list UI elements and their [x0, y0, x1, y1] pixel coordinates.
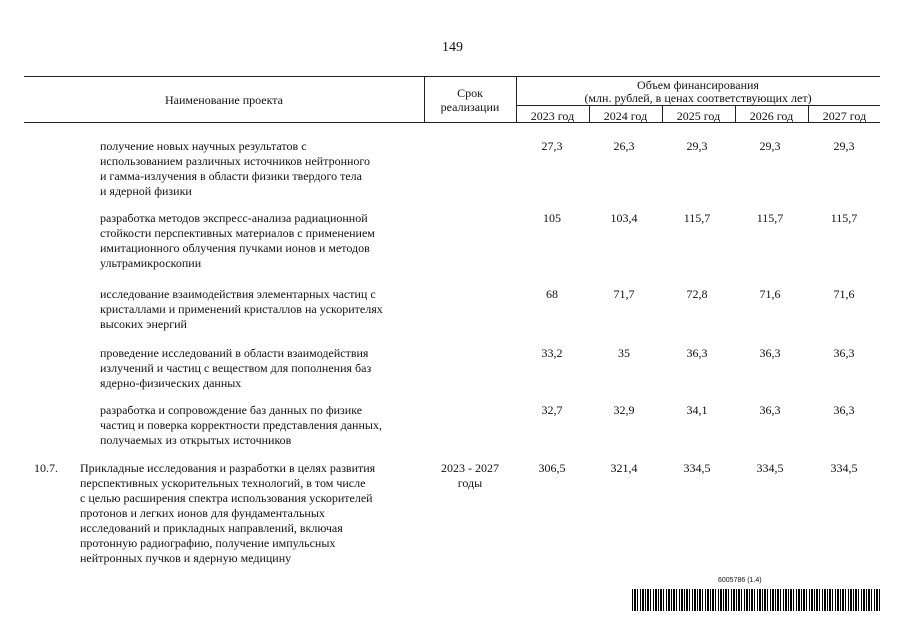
year-2025: 2025 год — [676, 109, 721, 123]
row-text-line: исследование взаимодействия элементарных частиц с — [100, 287, 376, 301]
value-2024: 26,3 — [613, 139, 635, 153]
row-text-line: протонов и легких ионов для фундаментальных — [80, 506, 325, 520]
value-2024: 71,7 — [613, 287, 635, 301]
year-2027: 2027 год — [822, 109, 867, 123]
row-text-line: излучений и частиц с веществом для пополнения баз — [100, 361, 372, 375]
years-top-rule — [516, 105, 880, 106]
value-2026: 36,3 — [759, 346, 781, 360]
value-2027: 71,6 — [833, 287, 855, 301]
value-2027: 36,3 — [833, 403, 855, 417]
value-2024: 321,4 — [610, 461, 638, 475]
value-2026: 71,6 — [759, 287, 781, 301]
value-2023: 32,7 — [541, 403, 563, 417]
header-project-name: Наименование проекта — [164, 93, 284, 107]
row-text-line: нейтронных пучков и ядерную медицину — [80, 551, 292, 565]
barcode-icon — [632, 589, 880, 611]
row-text-line: получаемых из открытых источников — [100, 433, 292, 447]
row-text-line: проведение исследований в области взаимодействия — [100, 346, 369, 360]
row-text-line: высоких энергий — [100, 317, 187, 331]
row-text-line: с целью расширения спектра использования ускорителей — [80, 491, 373, 505]
row-number: 10.7. — [34, 461, 58, 475]
row-term-line: 2023 - 2027 — [441, 461, 499, 475]
value-2023: 33,2 — [541, 346, 563, 360]
row-text-line: стойкости перспективных материалов с применением — [100, 226, 375, 240]
row-text-line: частиц и поверка корректности представления данных, — [100, 418, 382, 432]
table-row-name — [100, 346, 420, 391]
value-2025: 115,7 — [683, 211, 711, 225]
row-text-line: использованием различных источников нейтронного — [100, 154, 371, 168]
row-text-line: получение новых научных результатов с — [100, 139, 307, 153]
value-2027: 36,3 — [833, 346, 855, 360]
value-2026: 115,7 — [756, 211, 784, 225]
table-top-rule — [24, 76, 880, 77]
value-2024: 35 — [618, 346, 630, 360]
value-2024: 32,9 — [613, 403, 635, 417]
value-2023: 27,3 — [541, 139, 563, 153]
table-row-name — [100, 139, 420, 199]
header-funding-line2: (млн. рублей, в ценах соответствующих лет) — [584, 91, 812, 105]
header-funding-line1: Объем финансирования — [637, 78, 759, 92]
value-2027: 334,5 — [830, 461, 858, 475]
value-2027: 29,3 — [833, 139, 855, 153]
value-2023: 68 — [546, 287, 558, 301]
value-2023: 105 — [543, 211, 561, 225]
value-2023: 306,5 — [538, 461, 566, 475]
year-2026: 2026 год — [749, 109, 794, 123]
value-2025: 36,3 — [686, 346, 708, 360]
row-text-line: имитационного облучения пучками ионов и методов — [100, 241, 370, 255]
value-2025: 34,1 — [686, 403, 708, 417]
row-text-line: перспективных ускорительных технологий, в том числе — [80, 476, 366, 490]
value-2025: 29,3 — [686, 139, 708, 153]
row-text-line: и ядерной физики — [100, 184, 192, 198]
row-term — [424, 461, 516, 491]
row-text-line: исследований и прикладных направлений, включая — [80, 521, 343, 535]
value-2027: 115,7 — [830, 211, 858, 225]
value-2026: 29,3 — [759, 139, 781, 153]
row-text-line: и гамма-излучения в области физики твердого тела — [100, 169, 362, 183]
table-row-name — [100, 211, 420, 271]
value-2026: 334,5 — [756, 461, 784, 475]
value-2025: 334,5 — [683, 461, 711, 475]
row-term-line: годы — [457, 476, 483, 490]
table-row-name — [100, 287, 420, 332]
page-number: 149 — [442, 40, 463, 55]
header-term-line1: Срок — [457, 86, 483, 100]
row-text-line: ультрамикроскопии — [100, 256, 202, 270]
value-2024: 103,4 — [610, 211, 638, 225]
row-text-line: ядерно-физических данных — [100, 376, 242, 390]
row-text-line: протонную радиографию, получение импульсных — [80, 536, 336, 550]
year-2023: 2023 год — [530, 109, 575, 123]
value-2025: 72,8 — [686, 287, 708, 301]
header-term-line2: реализации — [440, 100, 500, 114]
row-text-line: разработка и сопровождение баз данных по физике — [100, 403, 363, 417]
row-text-line: Прикладные исследования и разработки в целях развития — [80, 461, 376, 475]
row-text-line: разработка методов экспресс-анализа радиационной — [100, 211, 368, 225]
table-row-name — [100, 403, 420, 448]
value-2026: 36,3 — [759, 403, 781, 417]
table-row-name — [80, 461, 420, 566]
row-text-line: кристаллами и применений кристаллов на ускорителях — [100, 302, 383, 316]
year-2024: 2024 год — [603, 109, 648, 123]
barcode-label: 6005786 (1.4) — [718, 577, 762, 584]
